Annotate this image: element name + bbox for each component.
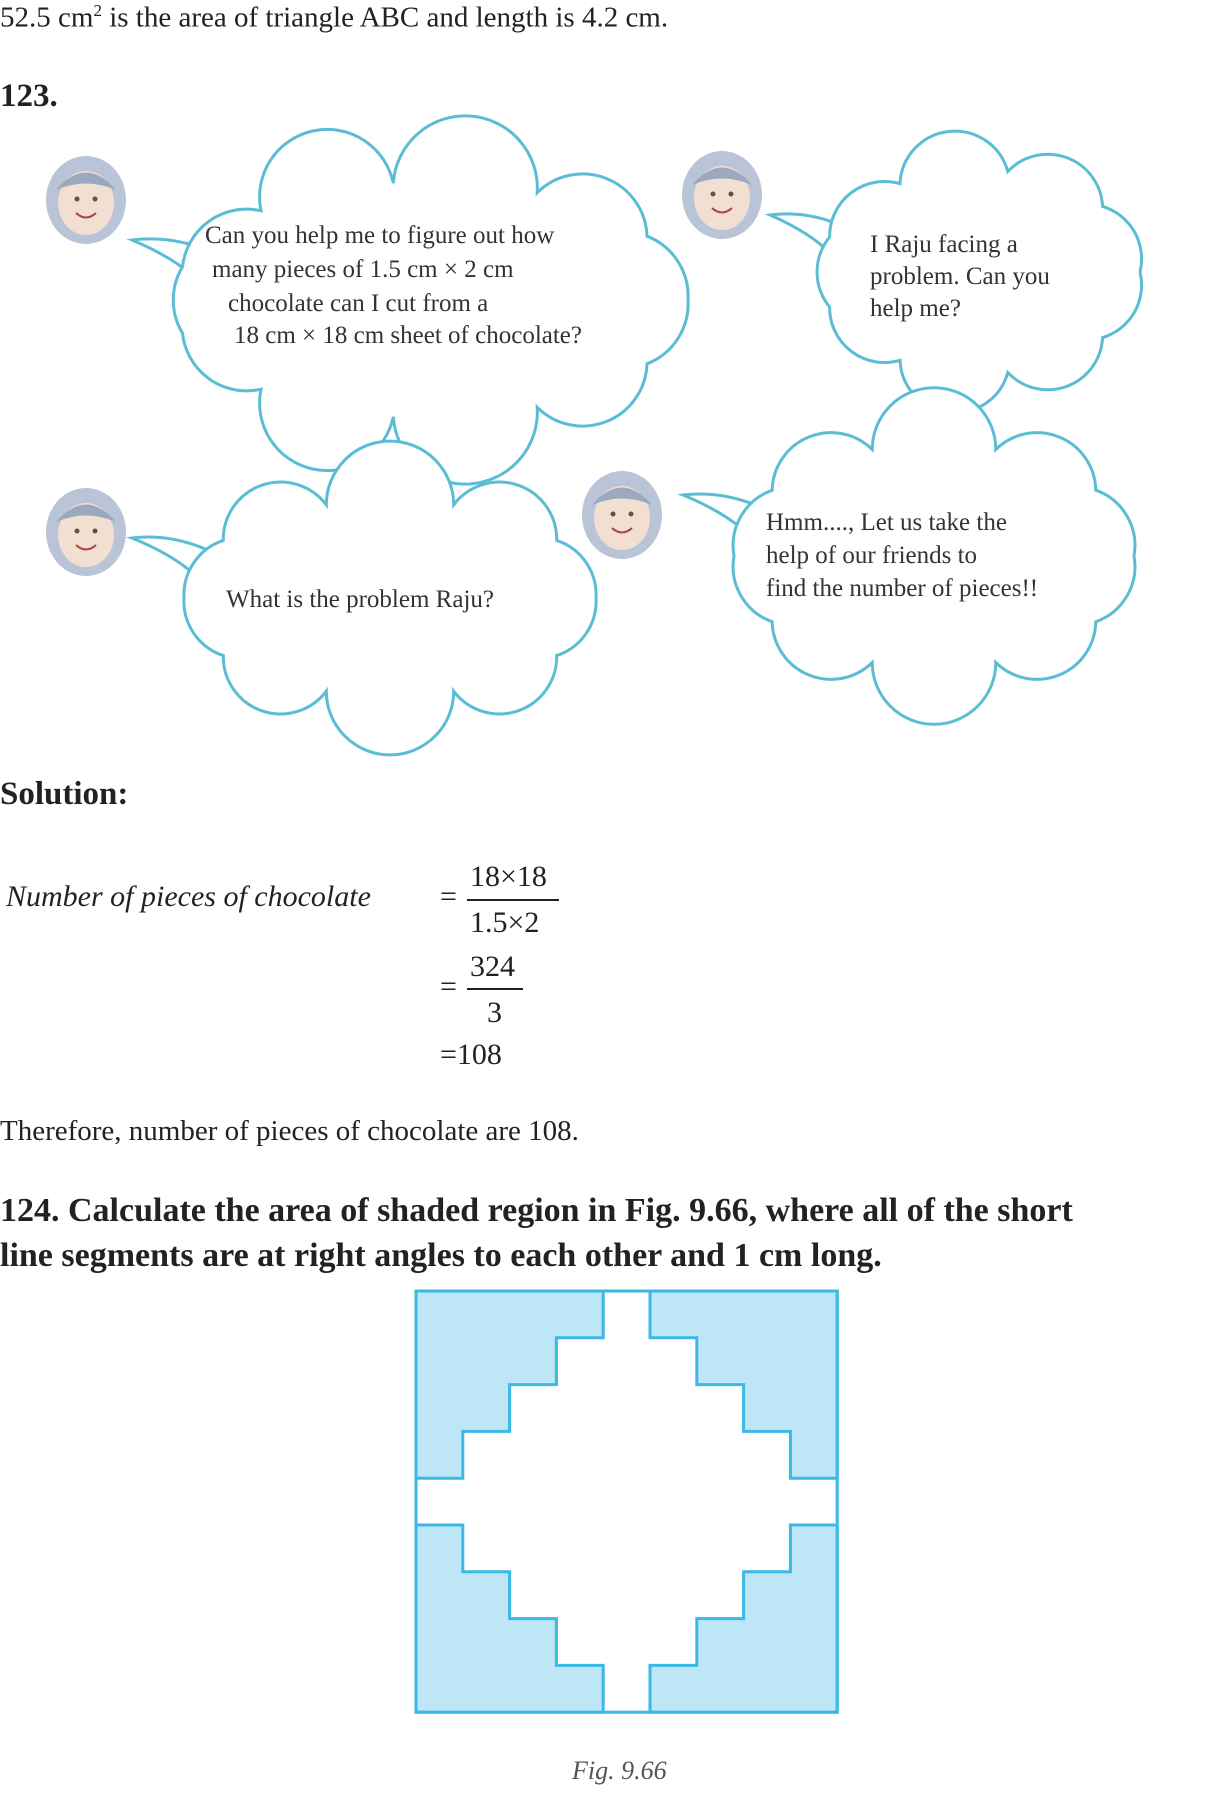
bubble-line: find the number of pieces!! xyxy=(766,575,1039,602)
bubble-line: 18 cm × 18 cm sheet of chocolate? xyxy=(234,322,582,349)
bubble-line: problem. Can you xyxy=(870,263,1050,290)
equation-lhs: Number of pieces of chocolate xyxy=(6,880,371,913)
shaded-region-top-right xyxy=(650,1291,837,1478)
girl-avatar-icon xyxy=(682,151,762,239)
intro-text: 52.5 $cm^2$ is the area of triangle ABC and length is 4.2 cm. xyxy=(0,1,669,34)
bubble-line: What is the problem Raju? xyxy=(226,586,494,613)
outer-square xyxy=(416,1291,837,1712)
bubble-line: I Raju facing a xyxy=(870,231,1018,258)
bubble-line: help of our friends to xyxy=(766,542,978,569)
fraction-1-numerator: 18×18 xyxy=(470,860,547,893)
bubble-line: help me? xyxy=(870,295,961,322)
equals-sign: = xyxy=(440,880,457,913)
shaded-region-top-left xyxy=(416,1291,603,1478)
bubble-line: Can you help me to figure out how xyxy=(205,222,555,249)
solution-heading: Solution: xyxy=(0,776,129,812)
fraction-bar xyxy=(467,899,559,901)
conclusion-text: Therefore, number of pieces of chocolate are 108. xyxy=(0,1115,579,1147)
fraction-bar xyxy=(467,988,523,990)
figure-caption: Fig. 9.66 xyxy=(572,1756,667,1785)
girl-avatar-icon xyxy=(46,156,126,244)
question-123-number: 123. xyxy=(0,78,58,114)
fraction-1-denominator: 1.5×2 xyxy=(470,906,540,939)
fraction-2-numerator: 324 xyxy=(470,950,515,983)
fraction-2-denominator: 3 xyxy=(487,996,502,1029)
shaded-region-bottom-left xyxy=(416,1525,603,1712)
girl-avatar-icon xyxy=(582,471,662,559)
girl-avatar-icon xyxy=(46,488,126,576)
speech-bubbles-illustration xyxy=(0,0,1227,760)
question-124-line-2: line segments are at right angles to each other and 1 cm long. xyxy=(0,1237,882,1274)
question-124-line-1: 124. Calculate the area of shaded region in Fig. 9.66, where all of the short xyxy=(0,1192,1073,1229)
bubble-line: Hmm...., Let us take the xyxy=(766,509,1007,536)
bubble-line: chocolate can I cut from a xyxy=(228,290,489,317)
equals-sign: = xyxy=(440,970,457,1003)
result: =108 xyxy=(440,1038,502,1071)
shaded-region-bottom-right xyxy=(650,1525,837,1712)
bubble-line: many pieces of 1.5 cm × 2 cm xyxy=(212,256,514,283)
